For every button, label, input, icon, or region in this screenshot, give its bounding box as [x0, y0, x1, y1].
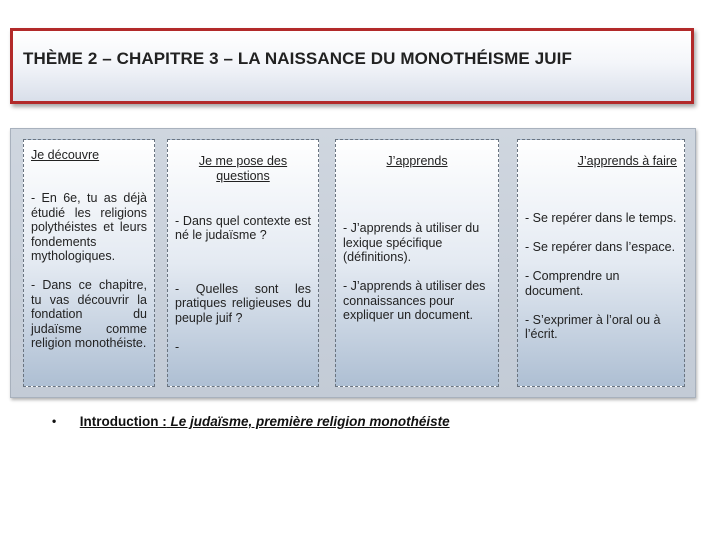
column-j-apprends	[335, 139, 499, 387]
column-text	[525, 197, 677, 357]
chapter-title-box	[10, 28, 694, 104]
column-heading: Je me pose des questions	[198, 154, 288, 183]
column-line: -	[175, 339, 180, 354]
column-heading: J’apprends	[386, 154, 448, 168]
column-line: - J’apprends à utiliser des connaissances pour expliquer un document.	[343, 279, 486, 322]
column-line: - Dans ce chapitre, tu vas découvrir la fondation du judaïsme comme religion monothéiste.	[31, 278, 147, 350]
introduction-heading	[80, 414, 450, 429]
column-line: - Se repérer dans l’espace.	[525, 240, 676, 254]
column-j-apprends-a-faire	[517, 139, 685, 387]
introduction-line	[52, 414, 450, 429]
column-questions	[167, 139, 319, 387]
column-line: - Quelles sont les pratiques religieuses du peuple juif ?	[175, 281, 311, 325]
introduction-label: Introduction :	[79, 414, 167, 429]
column-line: - Se repérer dans le temps.	[525, 211, 677, 225]
column-text	[175, 199, 311, 369]
chapter-title: THÈME 2 – CHAPITRE 3 – LA NAISSANCE DU MONOTHÉISME JUIF	[23, 49, 572, 68]
objectives-panel	[10, 128, 696, 398]
column-line: - Dans quel contexte est né le judaïsme ?	[175, 213, 311, 242]
introduction-text: Le judaïsme, première religion monothéiste	[170, 414, 450, 429]
column-heading: J’apprends à faire	[577, 154, 677, 168]
column-heading: Je découvre	[31, 148, 100, 162]
column-line: - J’apprends à utiliser du lexique spécifique (définitions).	[343, 221, 480, 264]
column-line: - Comprendre un document.	[525, 269, 620, 298]
column-text	[343, 207, 491, 338]
column-text	[31, 177, 147, 366]
column-line: - En 6e, tu as déjà étudié les religions polythéistes et leurs fondements mythologiques.	[31, 191, 147, 263]
column-line: - S’exprimer à l’oral ou à l’écrit.	[525, 312, 661, 341]
column-je-decouvre	[23, 139, 155, 387]
bullet-icon: •	[52, 414, 57, 428]
